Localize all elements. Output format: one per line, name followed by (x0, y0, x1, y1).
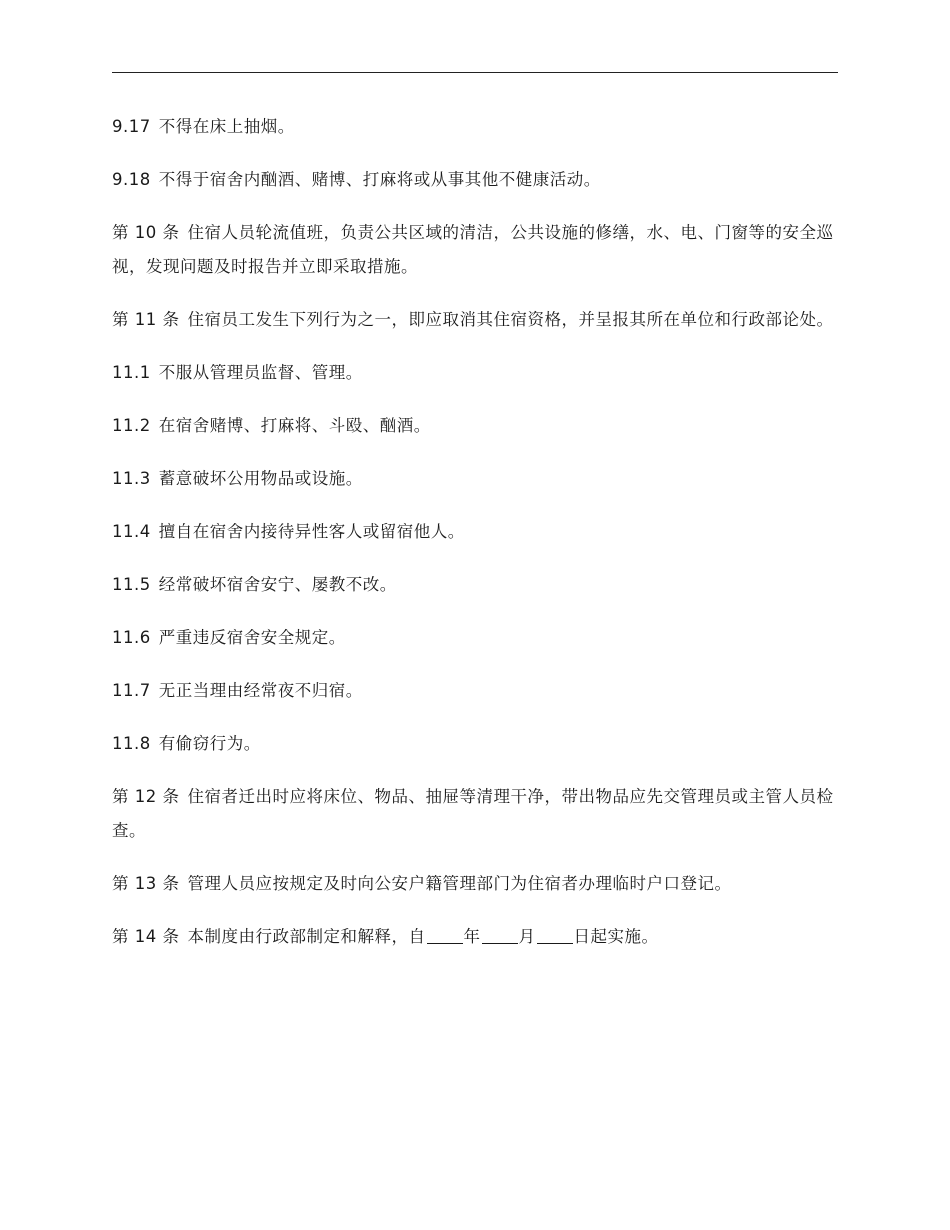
month-blank (482, 927, 518, 944)
clause-text: 无正当理由经常夜不归宿。 (158, 681, 363, 700)
article-number: 第 12 条 (112, 787, 180, 806)
month-label: 月 (518, 927, 536, 946)
clause-11-5 (112, 568, 838, 602)
clause-text: 在宿舍赌博、打麻将、斗殴、酗酒。 (158, 416, 431, 435)
header-rule (112, 72, 838, 73)
clause-11-6 (112, 621, 838, 655)
article-number: 第 11 条 (112, 310, 180, 329)
clause-number: 11.1 (112, 363, 151, 382)
clause-11-7 (112, 674, 838, 708)
clause-number: 11.8 (112, 734, 151, 753)
clause-number: 9.18 (112, 170, 151, 189)
article-12 (112, 780, 838, 848)
clause-number: 11.7 (112, 681, 151, 700)
clause-number: 11.6 (112, 628, 151, 647)
clause-9-17 (112, 110, 838, 144)
clause-number: 11.2 (112, 416, 151, 435)
clause-text: 不服从管理员监督、管理。 (158, 363, 363, 382)
clause-text: 不得于宿舍内酗酒、赌博、打麻将或从事其他不健康活动。 (158, 170, 601, 189)
clause-11-2 (112, 409, 838, 443)
clause-text: 擅自在宿舍内接待异性客人或留宿他人。 (158, 522, 465, 541)
year-label: 年 (463, 927, 481, 946)
clause-11-3 (112, 462, 838, 496)
day-label: 日起实施。 (573, 927, 659, 946)
clause-number: 11.3 (112, 469, 151, 488)
article-text: 住宿者迁出时应将床位、物品、抽屉等清理干净，带出物品应先交管理员或主管人员检查。 (112, 787, 834, 840)
article-10 (112, 216, 838, 284)
clause-text: 经常破坏宿舍安宁、屡教不改。 (158, 575, 397, 594)
article-text: 本制度由行政部制定和解释，自 (187, 927, 426, 946)
article-text: 住宿人员轮流值班，负责公共区域的清洁，公共设施的修缮，水、电、门窗等的安全巡视，发现问题及时报告并立即采取措施。 (112, 223, 834, 276)
day-blank (537, 927, 573, 944)
article-text: 管理人员应按规定及时向公安户籍管理部门为住宿者办理临时户口登记。 (187, 874, 732, 893)
clause-text: 不得在床上抽烟。 (158, 117, 295, 136)
article-number: 第 14 条 (112, 927, 180, 946)
clause-number: 9.17 (112, 117, 151, 136)
article-11 (112, 303, 838, 337)
year-blank (427, 927, 463, 944)
article-number: 第 13 条 (112, 874, 180, 893)
article-13 (112, 867, 838, 901)
clause-11-4 (112, 515, 838, 549)
document-body (112, 110, 838, 973)
article-14 (112, 920, 838, 954)
clause-text: 蓄意破坏公用物品或设施。 (158, 469, 363, 488)
clause-number: 11.5 (112, 575, 151, 594)
clause-9-18 (112, 163, 838, 197)
clause-number: 11.4 (112, 522, 151, 541)
clause-11-1 (112, 356, 838, 390)
clause-11-8 (112, 727, 838, 761)
article-number: 第 10 条 (112, 223, 180, 242)
article-text: 住宿员工发生下列行为之一，即应取消其住宿资格，并呈报其所在单位和行政部论处。 (187, 310, 834, 329)
clause-text: 严重违反宿舍安全规定。 (158, 628, 346, 647)
clause-text: 有偷窃行为。 (158, 734, 261, 753)
